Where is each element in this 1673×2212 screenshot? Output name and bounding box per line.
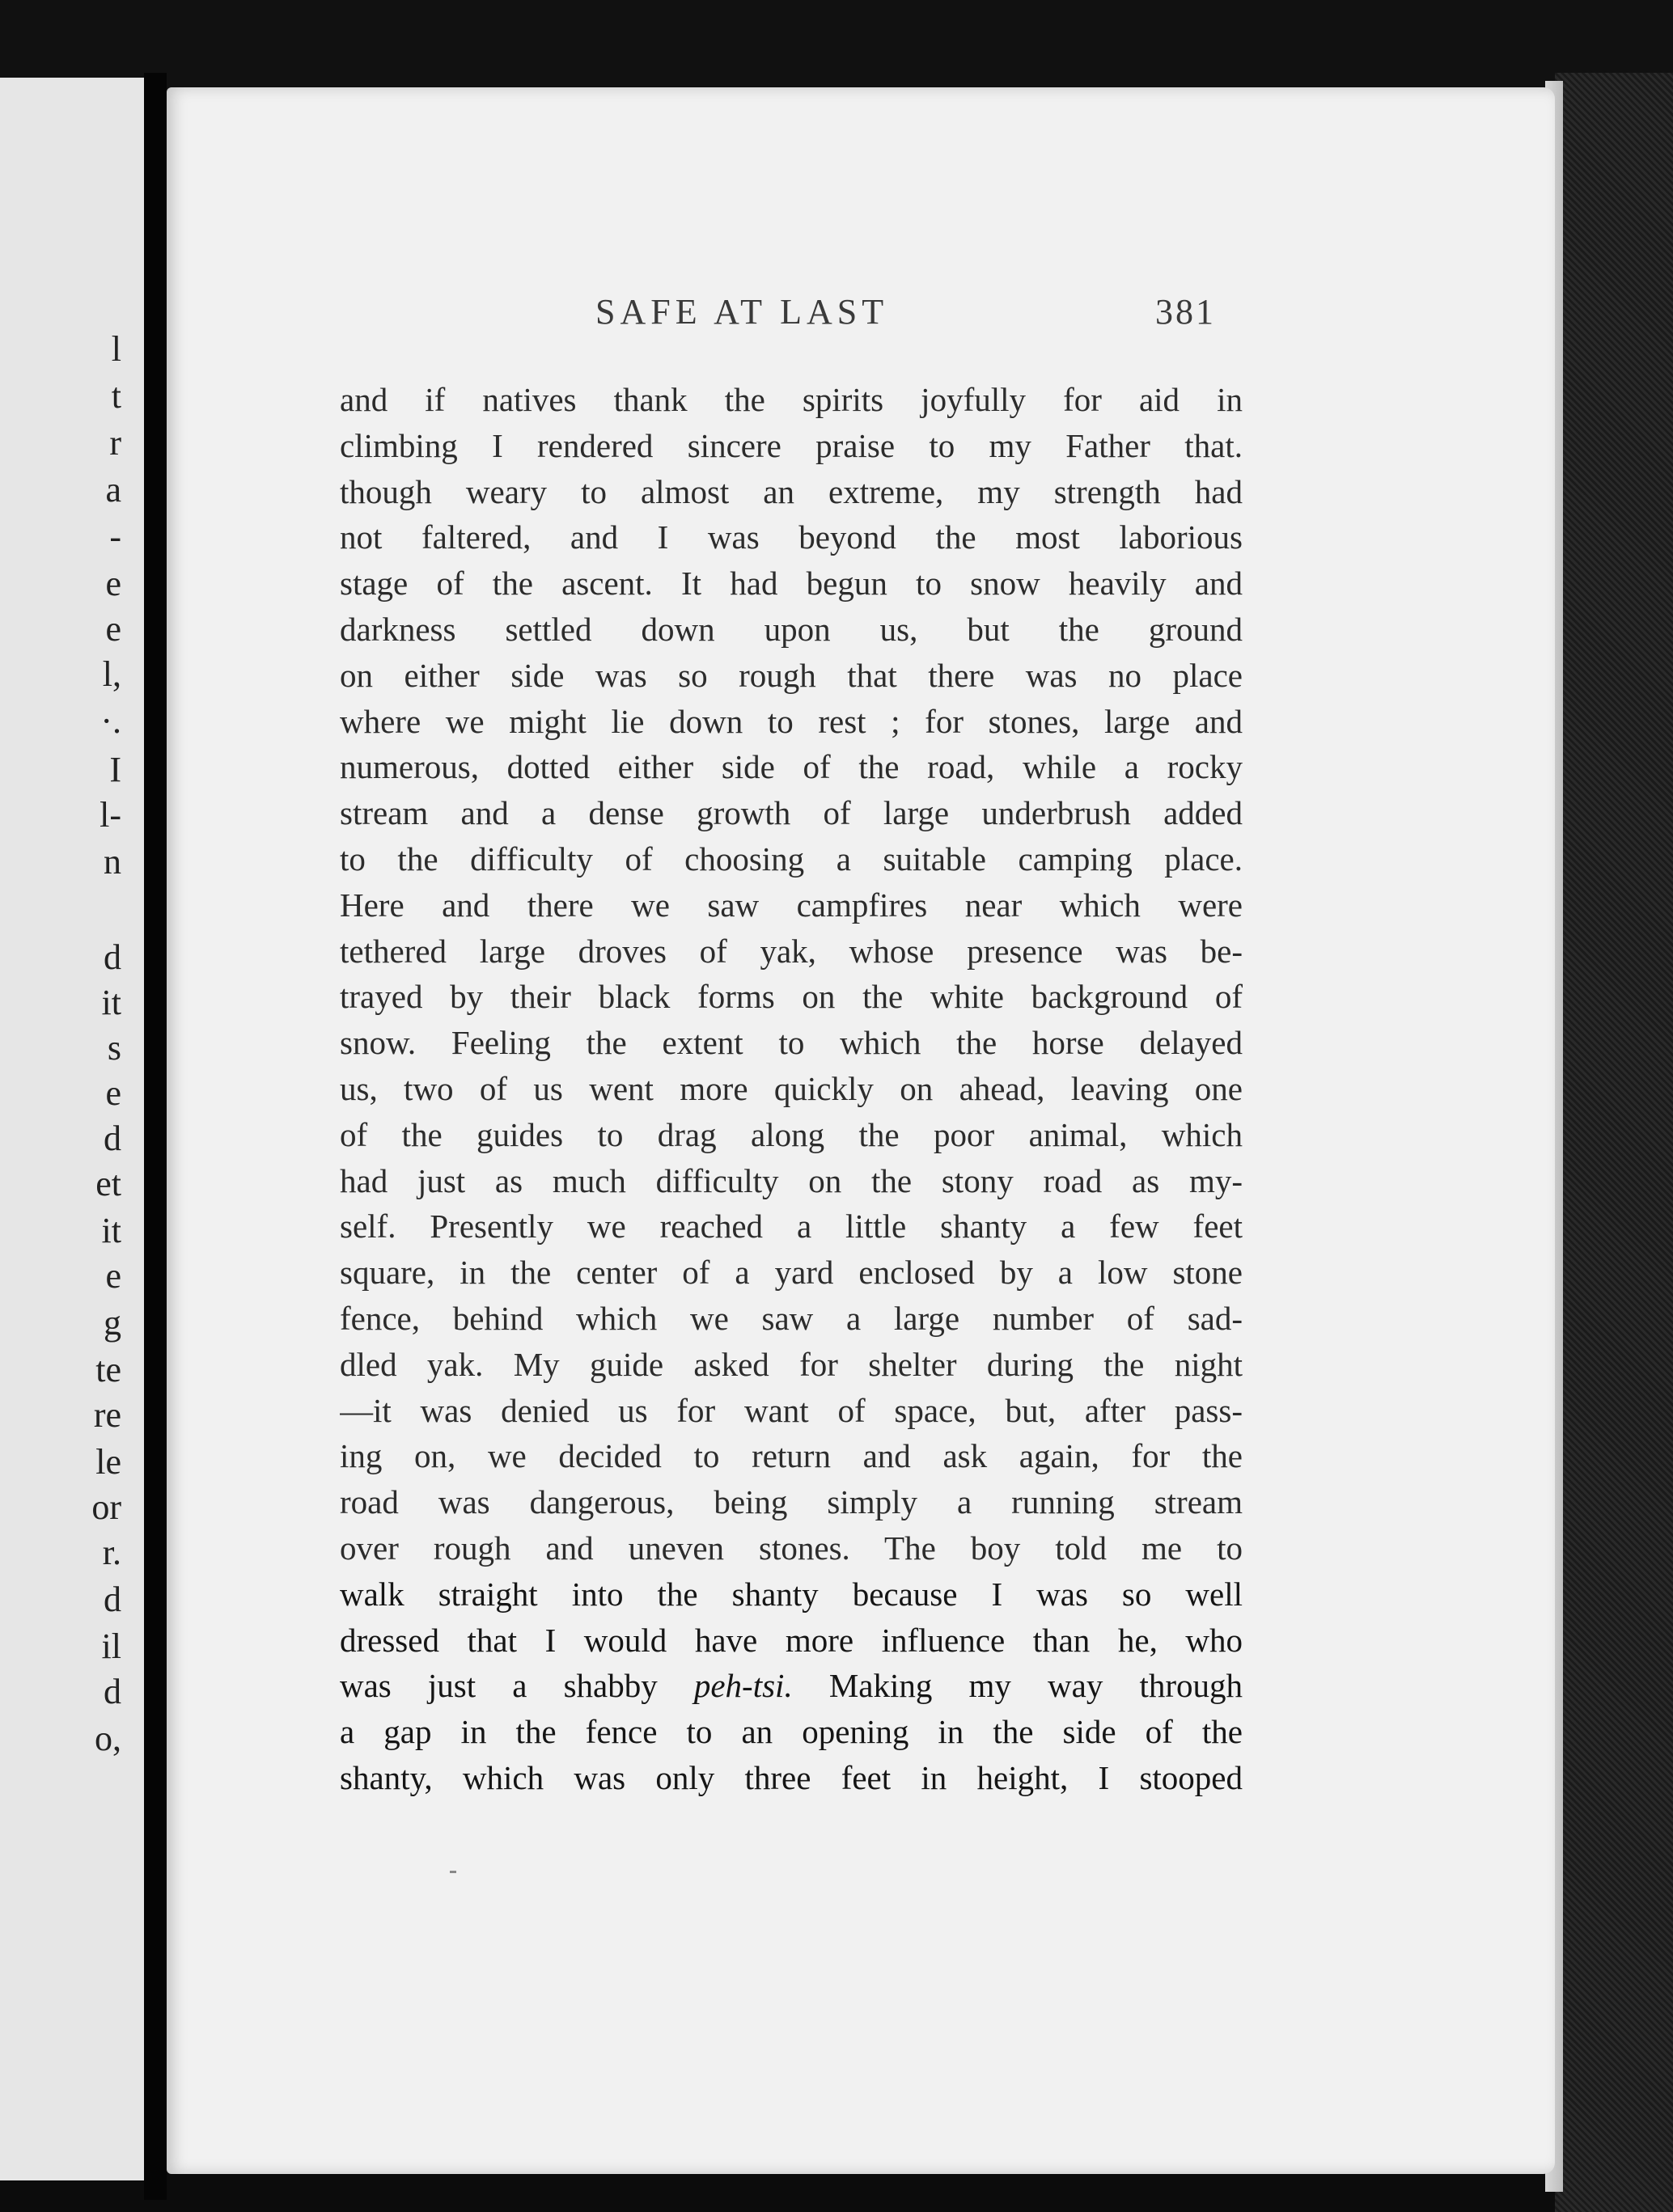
book-gutter bbox=[144, 73, 167, 2200]
text-line bbox=[340, 1296, 1243, 1342]
text-line bbox=[340, 423, 1243, 469]
text-line-content: square, in the center of a yard enclosed by a low stone bbox=[340, 1254, 1243, 1292]
facing-page-fragment: l, bbox=[102, 654, 121, 694]
text-line bbox=[340, 1525, 1243, 1571]
body-text bbox=[340, 377, 1243, 1801]
text-line bbox=[340, 1709, 1243, 1755]
facing-page-fragment: e bbox=[105, 1073, 121, 1113]
facing-page-edge bbox=[0, 78, 144, 2180]
text-line bbox=[340, 1433, 1243, 1479]
text-line bbox=[340, 560, 1243, 607]
text-line-content: and if natives thank the spirits joyfully for aid in bbox=[340, 381, 1243, 418]
text-line-content: to the difficulty of choosing a suitable camping place. bbox=[340, 840, 1243, 878]
text-line-content: had just as much difficulty on the stony road as my- bbox=[340, 1161, 1243, 1199]
text-line-content: shanty, which was only three feet in height, I stooped bbox=[340, 1758, 1243, 1796]
text-line-content: on either side was so rough that there was no place bbox=[340, 656, 1243, 694]
text-line-content: where we might lie down to rest ; for stones, large and bbox=[340, 702, 1243, 740]
page-number: 381 bbox=[1155, 292, 1216, 332]
text-line-content: ing on, we decided to return and ask again, for the bbox=[340, 1437, 1243, 1475]
facing-page-fragment: d bbox=[104, 937, 121, 977]
text-line-content: climbing I rendered sincere praise to my Father that. bbox=[340, 426, 1243, 464]
book-cover-board bbox=[1555, 73, 1673, 2212]
text-line-content: walk straight into the shanty because I was so well bbox=[340, 1575, 1243, 1613]
text-line-content: dled yak. My guide asked for shelter during the night bbox=[340, 1345, 1243, 1383]
text-line-content: trayed by their black forms on the white background of bbox=[340, 978, 1243, 1016]
running-head bbox=[167, 291, 1555, 340]
text-line bbox=[340, 377, 1243, 423]
text-line bbox=[340, 1342, 1243, 1388]
facing-page-fragment: d bbox=[104, 1580, 121, 1619]
text-line-content: stage of the ascent. It had begun to snow heavily and bbox=[340, 565, 1243, 603]
facing-page-fragment: ·. bbox=[100, 701, 121, 741]
text-line bbox=[340, 607, 1243, 653]
text-line bbox=[340, 469, 1243, 515]
text-line bbox=[340, 836, 1243, 882]
facing-page-fragment: or bbox=[91, 1487, 121, 1527]
page-mark bbox=[450, 1871, 456, 1873]
facing-page-fragment: d bbox=[104, 1672, 121, 1711]
facing-page-fragment: I bbox=[109, 750, 121, 789]
text-line-content: darkness settled down upon us, but the ground bbox=[340, 610, 1243, 648]
text-line-content: snow. Feeling the extent to which the horse delayed bbox=[340, 1024, 1243, 1062]
facing-page-fragment: a bbox=[105, 470, 121, 510]
facing-page-fragment: il bbox=[101, 1626, 121, 1666]
text-line-content: fence, behind which we saw a large number of sad- bbox=[340, 1299, 1243, 1337]
facing-page-fragment: le bbox=[95, 1442, 121, 1482]
text-line bbox=[340, 1250, 1243, 1296]
facing-page-fragment: it bbox=[101, 983, 121, 1022]
text-line-content: —it was denied us for want of space, but, after pass- bbox=[340, 1391, 1243, 1429]
text-line bbox=[340, 882, 1243, 928]
text-line bbox=[340, 653, 1243, 699]
facing-page-fragment: s bbox=[107, 1028, 121, 1068]
facing-page-fragment: r. bbox=[102, 1533, 121, 1572]
facing-page-fragment: - bbox=[109, 517, 121, 556]
text-line bbox=[340, 974, 1243, 1020]
text-line-content: Here and there we saw campfires near which were bbox=[340, 886, 1243, 924]
text-line-content: numerous, dotted either side of the road, while a rocky bbox=[340, 748, 1243, 786]
text-line-content: not faltered, and I was beyond the most laborious bbox=[340, 518, 1243, 556]
facing-page-fragment: it bbox=[101, 1211, 121, 1250]
text-line-content: though weary to almost an extreme, my strength had bbox=[340, 472, 1243, 510]
text-line bbox=[340, 1571, 1243, 1618]
text-line bbox=[340, 1663, 1243, 1709]
text-line-content: self. Presently we reached a little shanty a few feet bbox=[340, 1208, 1243, 1246]
text-line-content: Making my way through bbox=[792, 1667, 1243, 1705]
facing-page-fragment: o, bbox=[95, 1719, 121, 1758]
text-line-content: dressed that I would have more influence than he, who bbox=[340, 1621, 1243, 1659]
book-page bbox=[167, 87, 1555, 2174]
text-line-content: road was dangerous, being simply a running stream bbox=[340, 1483, 1243, 1521]
text-line bbox=[340, 1755, 1243, 1801]
text-line bbox=[340, 1618, 1243, 1664]
text-line bbox=[340, 790, 1243, 836]
facing-page-fragment: t bbox=[111, 376, 121, 416]
text-line bbox=[340, 1112, 1243, 1158]
text-line bbox=[340, 1479, 1243, 1525]
facing-page-fragment: e bbox=[105, 609, 121, 649]
text-line-content: over rough and uneven stones. The boy told me to bbox=[340, 1529, 1243, 1567]
facing-page-fragment: re bbox=[93, 1395, 121, 1435]
text-line-content: us, two of us went more quickly on ahead, leaving one bbox=[340, 1069, 1243, 1107]
facing-page-fragment: te bbox=[95, 1350, 121, 1389]
text-line bbox=[340, 1388, 1243, 1434]
facing-page-fragment: l- bbox=[100, 795, 121, 835]
text-line bbox=[340, 928, 1243, 975]
text-line bbox=[340, 699, 1243, 745]
facing-page-fragment: g bbox=[104, 1303, 121, 1343]
running-title: SAFE AT LAST bbox=[595, 292, 889, 332]
facing-page-fragment: r bbox=[109, 423, 121, 463]
text-line bbox=[340, 1066, 1243, 1112]
text-line bbox=[340, 744, 1243, 790]
text-line-content: tethered large droves of yak, whose presence was be- bbox=[340, 932, 1243, 970]
facing-page-fragment: e bbox=[105, 564, 121, 603]
facing-page-fragment: et bbox=[95, 1164, 121, 1203]
text-line bbox=[340, 1158, 1243, 1204]
italic-term: peh-tsi. bbox=[693, 1667, 793, 1705]
facing-page-fragment: l bbox=[111, 329, 121, 369]
text-line-content: a gap in the fence to an opening in the side of the bbox=[340, 1713, 1243, 1751]
facing-page-fragment: d bbox=[104, 1119, 121, 1158]
facing-page-fragment: e bbox=[105, 1256, 121, 1296]
facing-page-fragment: n bbox=[104, 842, 121, 882]
text-line bbox=[340, 514, 1243, 560]
text-line bbox=[340, 1020, 1243, 1066]
text-line-content: stream and a dense growth of large underbrush added bbox=[340, 794, 1243, 832]
text-line-content: of the guides to drag along the poor animal, which bbox=[340, 1115, 1243, 1153]
scanner-background bbox=[0, 0, 1673, 93]
text-line bbox=[340, 1203, 1243, 1250]
text-line-content: was just a shabby bbox=[340, 1667, 694, 1705]
